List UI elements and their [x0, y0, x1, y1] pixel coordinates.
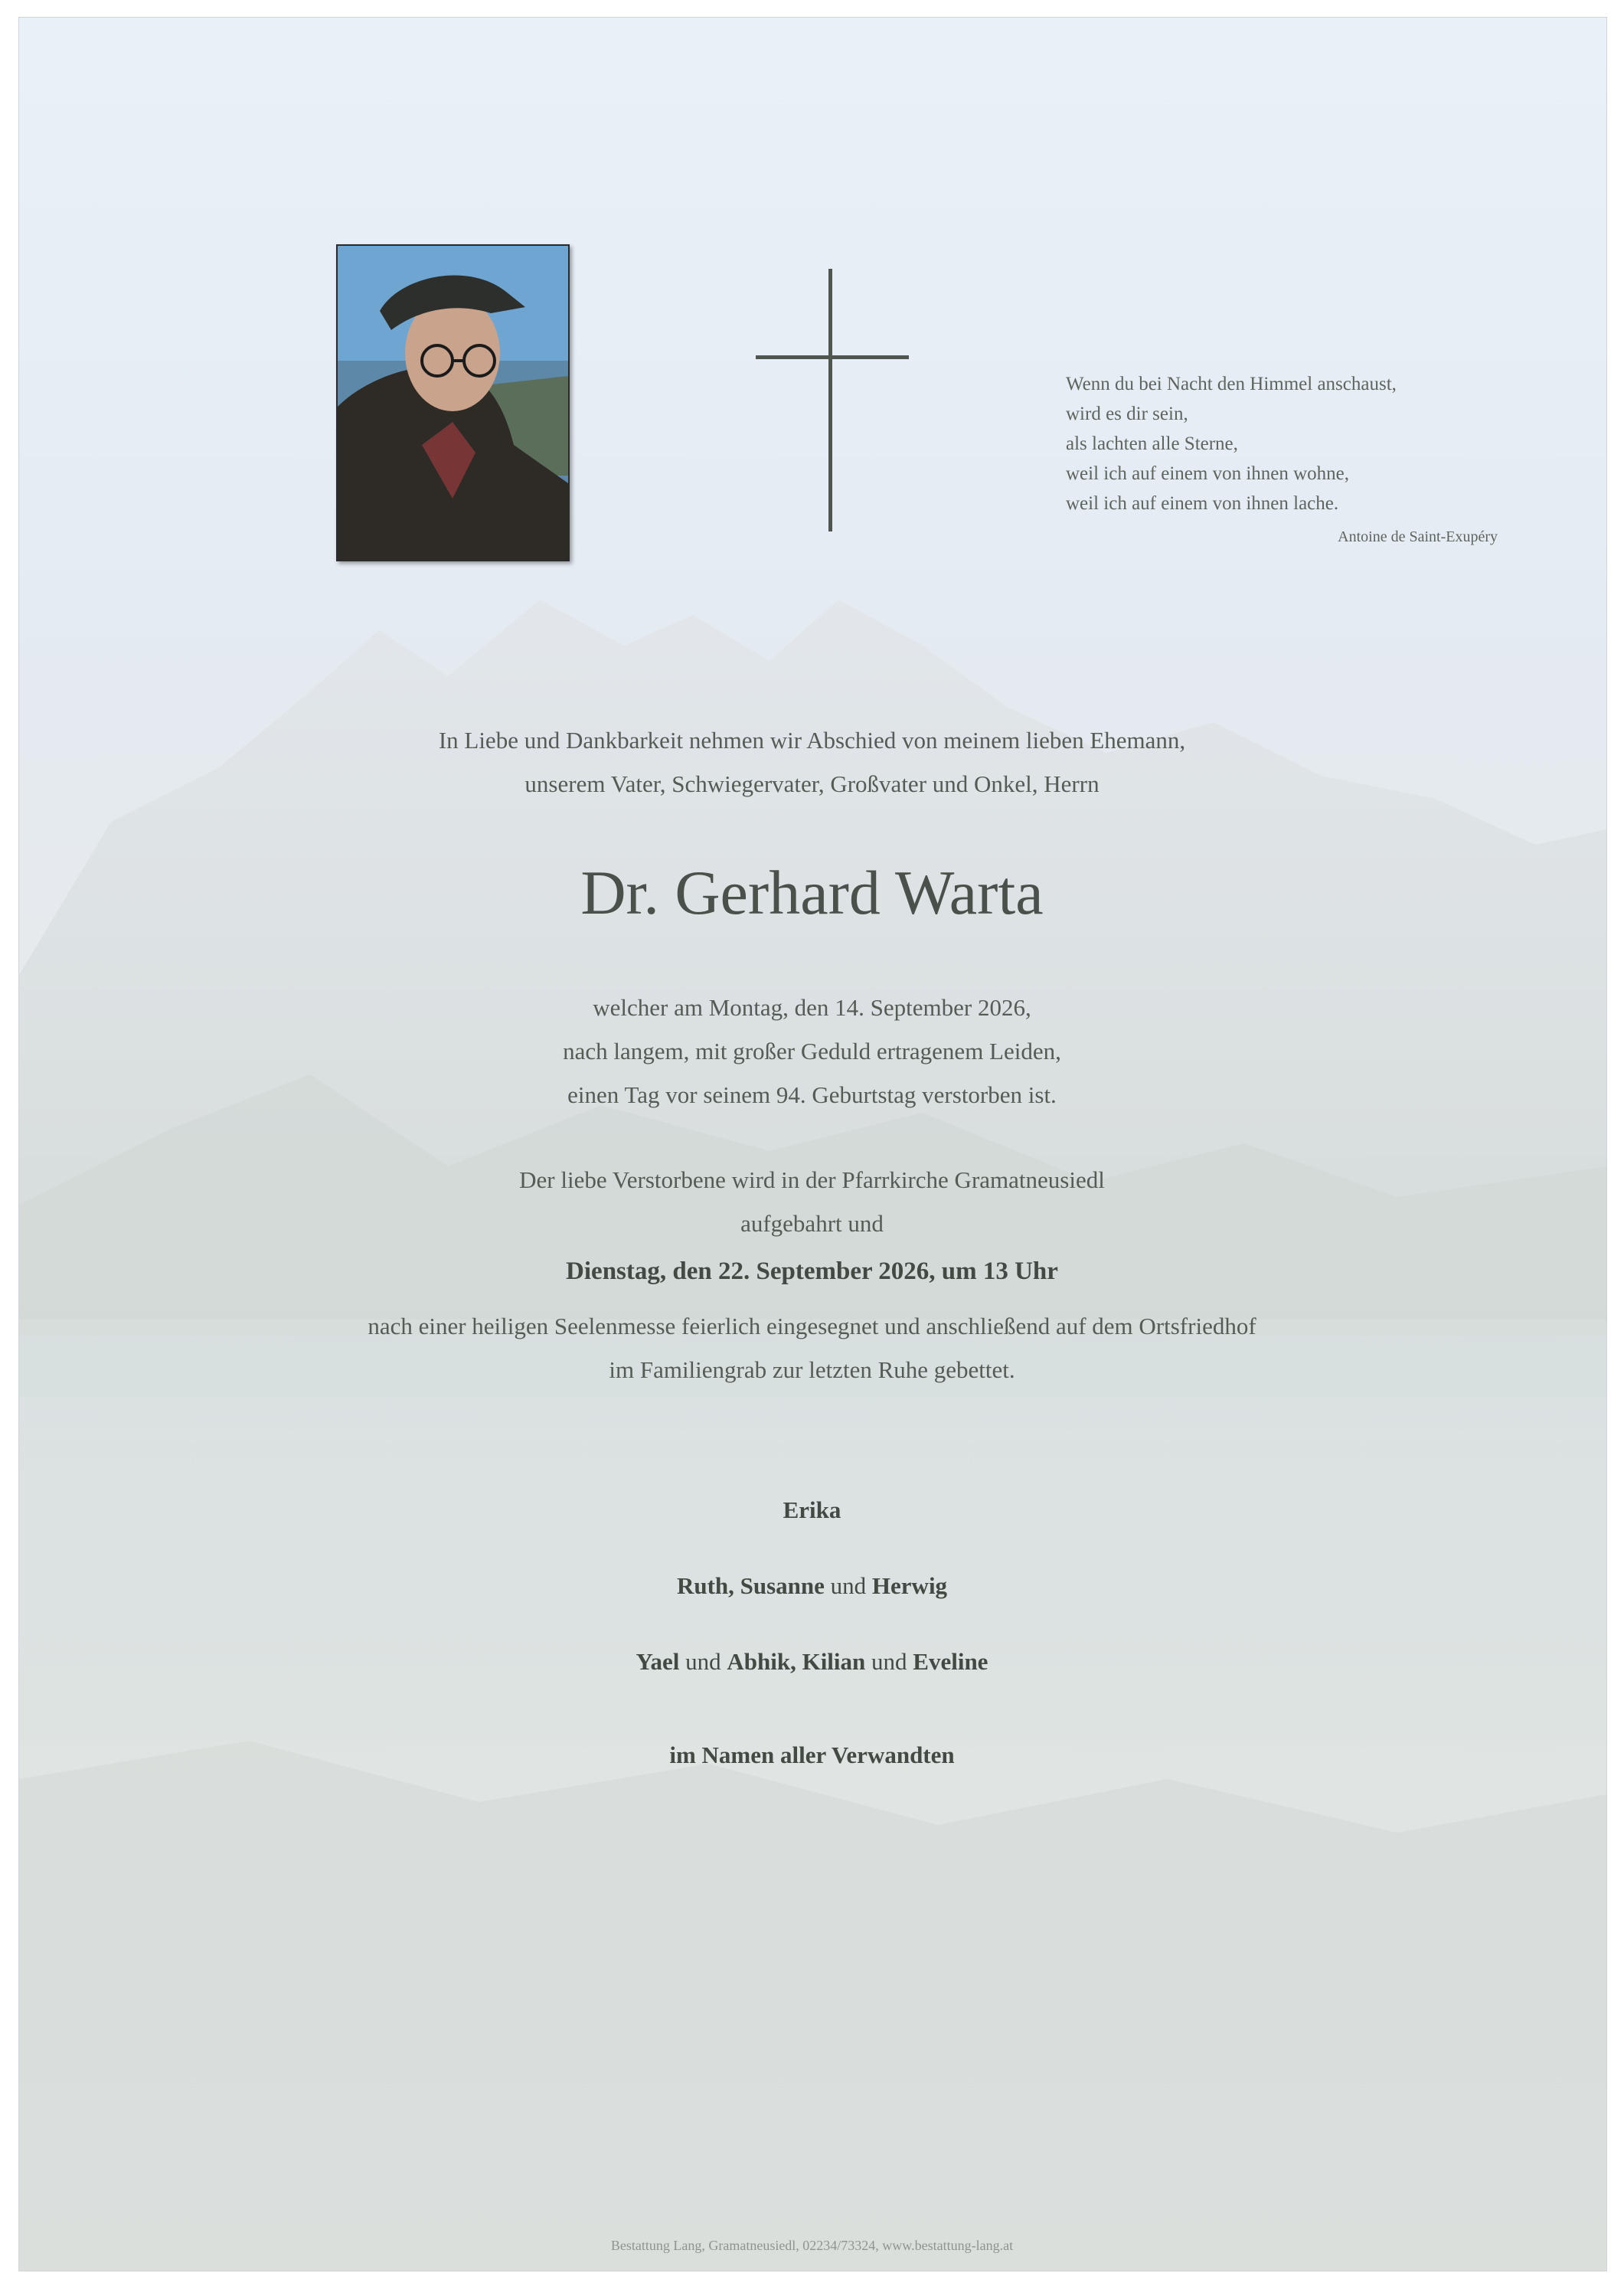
intro-line: In Liebe und Dankbarkeit nehmen wir Abschied von meinem lieben Ehemann, [438, 727, 1186, 754]
family-names: Herwig [871, 1572, 948, 1599]
burial-line: im Familiengrab zur letzten Ruhe gebettet. [609, 1356, 1015, 1383]
family-names: Eveline [913, 1648, 988, 1675]
details-line: nach langem, mit großer Geduld ertragenem Leiden, [563, 1038, 1061, 1065]
family-names: Abhik, Kilian [727, 1648, 866, 1675]
service-line: Der liebe Verstorbene wird in der Pfarrkirche Gramatneusiedl [519, 1166, 1105, 1193]
service-info [0, 1158, 1624, 1245]
deceased-name: Dr. Gerhard Warta [580, 858, 1044, 927]
details-line: welcher am Montag, den 14. September 2026, [593, 994, 1031, 1021]
portrait-photo [336, 244, 570, 561]
family-names: Ruth, Susanne [676, 1572, 825, 1599]
portrait-image [338, 246, 568, 560]
family-line-1: Erika [783, 1496, 841, 1523]
funeral-home-footer: Bestattung Lang, Gramatneusiedl, 02234/73324, www.bestattung-lang.at [610, 2238, 1014, 2253]
service-line: aufgebahrt und [740, 1210, 884, 1237]
family-line-2 [0, 1569, 1624, 1603]
family-conjunction: und [871, 1648, 907, 1675]
quote-line: als lachten alle Sterne, [1066, 433, 1238, 454]
quote-line: wird es dir sein, [1066, 404, 1188, 424]
death-details [0, 986, 1624, 1117]
family-conjunction: und [685, 1648, 721, 1675]
quote-line: weil ich auf einem von ihnen lache. [1066, 493, 1339, 514]
family-line-3 [0, 1645, 1624, 1679]
funeral-date: Dienstag, den 22. September 2026, um 13 Uhr [566, 1257, 1058, 1285]
quote-line: weil ich auf einem von ihnen wohne, [1066, 463, 1350, 484]
obituary-card [18, 17, 1607, 2271]
family-conjunction: und [830, 1572, 867, 1599]
intro-line: unserem Vater, Schwiegervater, Großvater und Onkel, Herrn [524, 770, 1100, 797]
details-line: einen Tag vor seinem 94. Geburtstag verstorben ist. [567, 1081, 1057, 1108]
family-line-4: im Namen aller Verwandten [669, 1741, 955, 1768]
cross-icon [756, 269, 909, 531]
burial-info [0, 1304, 1624, 1392]
quote [1066, 369, 1571, 518]
burial-line: nach einer heiligen Seelenmesse feierlich eingesegnet und anschließend auf dem Ortsfriedhof [368, 1313, 1256, 1339]
quote-author: Antoine de Saint-Exupéry [1338, 528, 1498, 545]
family-names: Yael [636, 1648, 680, 1675]
intro-text [0, 718, 1624, 806]
quote-line: Wenn du bei Nacht den Himmel anschaust, [1066, 374, 1397, 394]
